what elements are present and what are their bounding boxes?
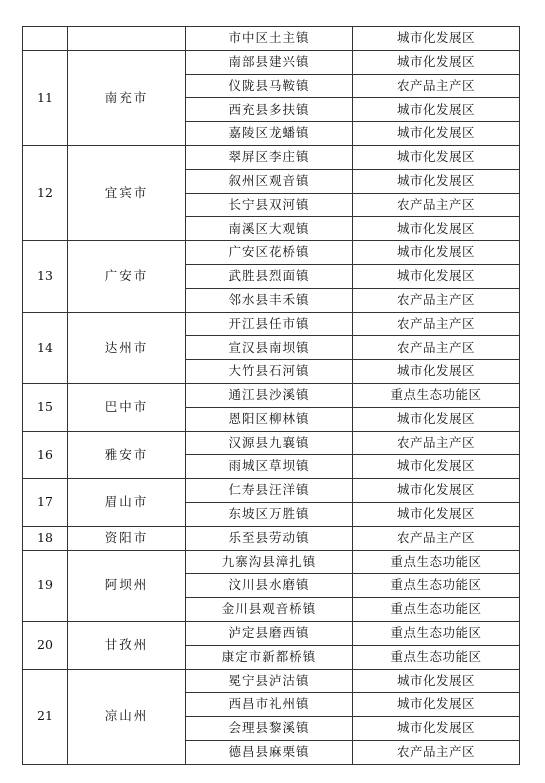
zone-type-cell: 重点生态功能区 [353, 621, 520, 645]
zone-type-cell: 城市化发展区 [353, 98, 520, 122]
town-cell: 武胜县烈面镇 [186, 264, 353, 288]
town-cell: 康定市新都桥镇 [186, 645, 353, 669]
zone-type-cell: 重点生态功能区 [353, 645, 520, 669]
town-cell: 市中区土主镇 [186, 27, 353, 51]
city-cell: 资阳市 [68, 526, 186, 550]
table-row [23, 669, 520, 693]
town-cell: 通江县沙溪镇 [186, 383, 353, 407]
row-number-cell: 15 [23, 383, 68, 431]
city-cell: 甘孜州 [68, 621, 186, 669]
zone-type-cell: 城市化发展区 [353, 455, 520, 479]
town-cell: 宣汉县南坝镇 [186, 336, 353, 360]
town-cell: 雨城区草坝镇 [186, 455, 353, 479]
zone-type-cell: 农产品主产区 [353, 526, 520, 550]
row-number-cell: 18 [23, 526, 68, 550]
table-row [23, 383, 520, 407]
row-number-cell: 11 [23, 50, 68, 145]
table-row [23, 526, 520, 550]
town-cell: 西昌市礼州镇 [186, 693, 353, 717]
zone-type-cell: 城市化发展区 [353, 717, 520, 741]
zone-type-cell: 重点生态功能区 [353, 383, 520, 407]
table-row [23, 479, 520, 503]
city-cell: 达州市 [68, 312, 186, 383]
town-cell: 南溪区大观镇 [186, 217, 353, 241]
zone-type-cell: 重点生态功能区 [353, 598, 520, 622]
town-cell: 东坡区万胜镇 [186, 502, 353, 526]
row-number-cell [23, 27, 68, 51]
row-number-cell: 20 [23, 621, 68, 669]
zone-type-cell: 重点生态功能区 [353, 574, 520, 598]
table-body [23, 27, 520, 765]
zone-type-cell: 农产品主产区 [353, 740, 520, 764]
town-cell: 泸定县磨西镇 [186, 621, 353, 645]
city-cell: 凉山州 [68, 669, 186, 764]
row-number-cell: 17 [23, 479, 68, 527]
town-cell: 邻水县丰禾镇 [186, 288, 353, 312]
row-number-cell: 19 [23, 550, 68, 621]
town-cell: 德昌县麻栗镇 [186, 740, 353, 764]
zone-type-cell: 城市化发展区 [353, 169, 520, 193]
town-cell: 长宁县双河镇 [186, 193, 353, 217]
town-cell: 仁寿县汪洋镇 [186, 479, 353, 503]
city-cell: 眉山市 [68, 479, 186, 527]
table-row [23, 50, 520, 74]
table-row [23, 145, 520, 169]
town-cell: 西充县多扶镇 [186, 98, 353, 122]
table-row [23, 431, 520, 455]
row-number-cell: 13 [23, 241, 68, 312]
city-cell: 南充市 [68, 50, 186, 145]
town-cell: 汶川县水磨镇 [186, 574, 353, 598]
city-cell: 雅安市 [68, 431, 186, 479]
town-cell: 冕宁县泸沽镇 [186, 669, 353, 693]
zone-type-cell: 城市化发展区 [353, 217, 520, 241]
zone-type-cell: 农产品主产区 [353, 74, 520, 98]
zone-type-cell: 城市化发展区 [353, 669, 520, 693]
town-cell: 翠屏区李庄镇 [186, 145, 353, 169]
town-cell: 大竹县石河镇 [186, 360, 353, 384]
zone-type-cell: 农产品主产区 [353, 288, 520, 312]
zone-type-cell: 城市化发展区 [353, 360, 520, 384]
city-cell [68, 27, 186, 51]
city-cell: 阿坝州 [68, 550, 186, 621]
town-cell: 汉源县九襄镇 [186, 431, 353, 455]
town-cell: 九寨沟县漳扎镇 [186, 550, 353, 574]
zone-type-cell: 城市化发展区 [353, 479, 520, 503]
table-row [23, 550, 520, 574]
town-cell: 嘉陵区龙蟠镇 [186, 122, 353, 146]
town-cell: 乐至县劳动镇 [186, 526, 353, 550]
table-row [23, 241, 520, 265]
zone-type-cell: 城市化发展区 [353, 407, 520, 431]
row-number-cell: 21 [23, 669, 68, 764]
row-number-cell: 12 [23, 145, 68, 240]
city-cell: 宜宾市 [68, 145, 186, 240]
zone-type-cell: 城市化发展区 [353, 241, 520, 265]
city-cell: 广安市 [68, 241, 186, 312]
town-cell: 开江县任市镇 [186, 312, 353, 336]
city-cell: 巴中市 [68, 383, 186, 431]
zone-type-cell: 城市化发展区 [353, 145, 520, 169]
table-row [23, 27, 520, 51]
zone-type-cell: 农产品主产区 [353, 431, 520, 455]
table-row [23, 621, 520, 645]
zone-type-cell: 重点生态功能区 [353, 550, 520, 574]
zone-type-cell: 农产品主产区 [353, 336, 520, 360]
town-cell: 金川县观音桥镇 [186, 598, 353, 622]
town-cell: 南部县建兴镇 [186, 50, 353, 74]
table-row [23, 312, 520, 336]
zone-type-cell: 城市化发展区 [353, 502, 520, 526]
zone-type-cell: 城市化发展区 [353, 693, 520, 717]
town-cell: 会理县黎溪镇 [186, 717, 353, 741]
zone-type-cell: 城市化发展区 [353, 27, 520, 51]
row-number-cell: 16 [23, 431, 68, 479]
zone-type-cell: 农产品主产区 [353, 193, 520, 217]
town-cell: 广安区花桥镇 [186, 241, 353, 265]
zone-type-cell: 城市化发展区 [353, 264, 520, 288]
town-cell: 仪陇县马鞍镇 [186, 74, 353, 98]
zone-type-cell: 农产品主产区 [353, 312, 520, 336]
town-list-table [22, 26, 520, 765]
row-number-cell: 14 [23, 312, 68, 383]
zone-type-cell: 城市化发展区 [353, 122, 520, 146]
zone-type-cell: 城市化发展区 [353, 50, 520, 74]
town-cell: 叙州区观音镇 [186, 169, 353, 193]
town-cell: 恩阳区柳林镇 [186, 407, 353, 431]
